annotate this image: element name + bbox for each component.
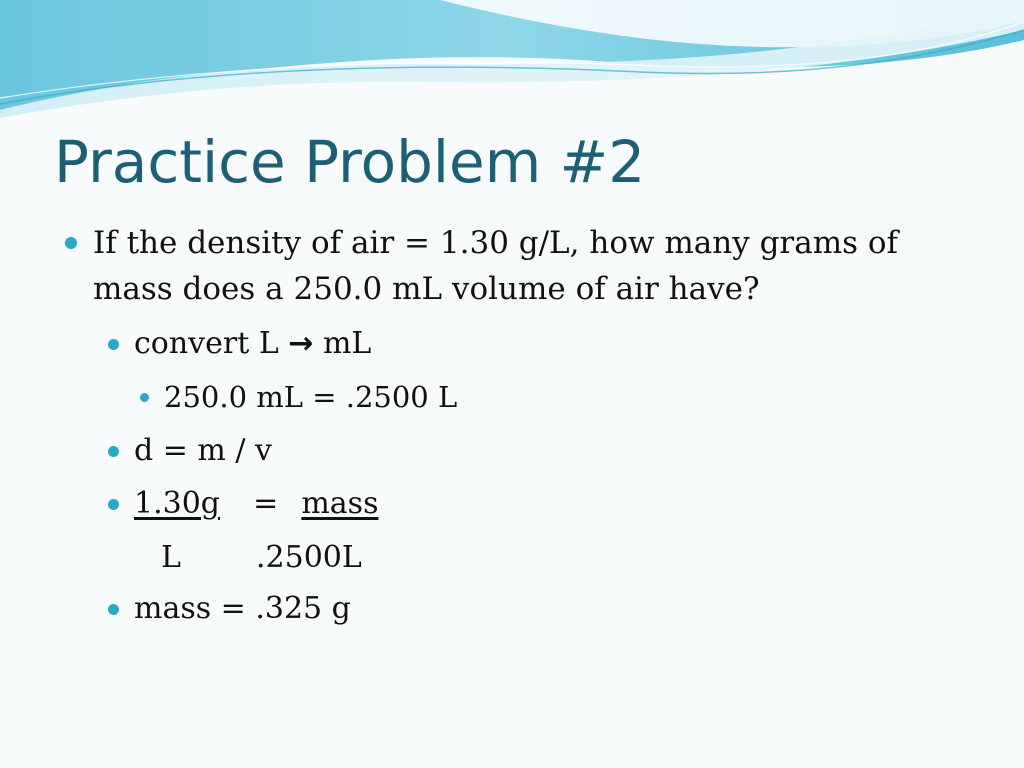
bullet-dot — [108, 499, 119, 510]
slide-title: Practice Problem #2 — [54, 128, 646, 196]
convert-suffix: mL — [322, 326, 372, 361]
conversion-step: 250.0 mL = .2500 L — [164, 380, 458, 414]
equals-sign: = — [253, 486, 279, 521]
bullet-dot — [140, 393, 149, 402]
bullet-dot — [65, 237, 77, 249]
bullet-dot — [108, 604, 119, 615]
numerator-left: 1.30g — [134, 486, 221, 521]
question-line-1: If the density of air = 1.30 g/L, how many grams of — [93, 225, 899, 261]
denominator-left: L — [161, 540, 181, 575]
denominator-right: .2500L — [256, 540, 362, 575]
numerator-right: mass — [301, 486, 379, 521]
bullet-dot — [108, 446, 119, 457]
bullet-dot — [108, 339, 119, 350]
answer-step: mass = .325 g — [134, 591, 351, 626]
convert-prefix: convert L — [134, 326, 279, 361]
formula-step: d = m / v — [134, 433, 272, 468]
fraction-numerators — [134, 486, 378, 521]
convert-step — [134, 326, 371, 361]
arrow-right-icon: → — [288, 326, 314, 361]
question-line-2: mass does a 250.0 mL volume of air have? — [93, 271, 760, 307]
